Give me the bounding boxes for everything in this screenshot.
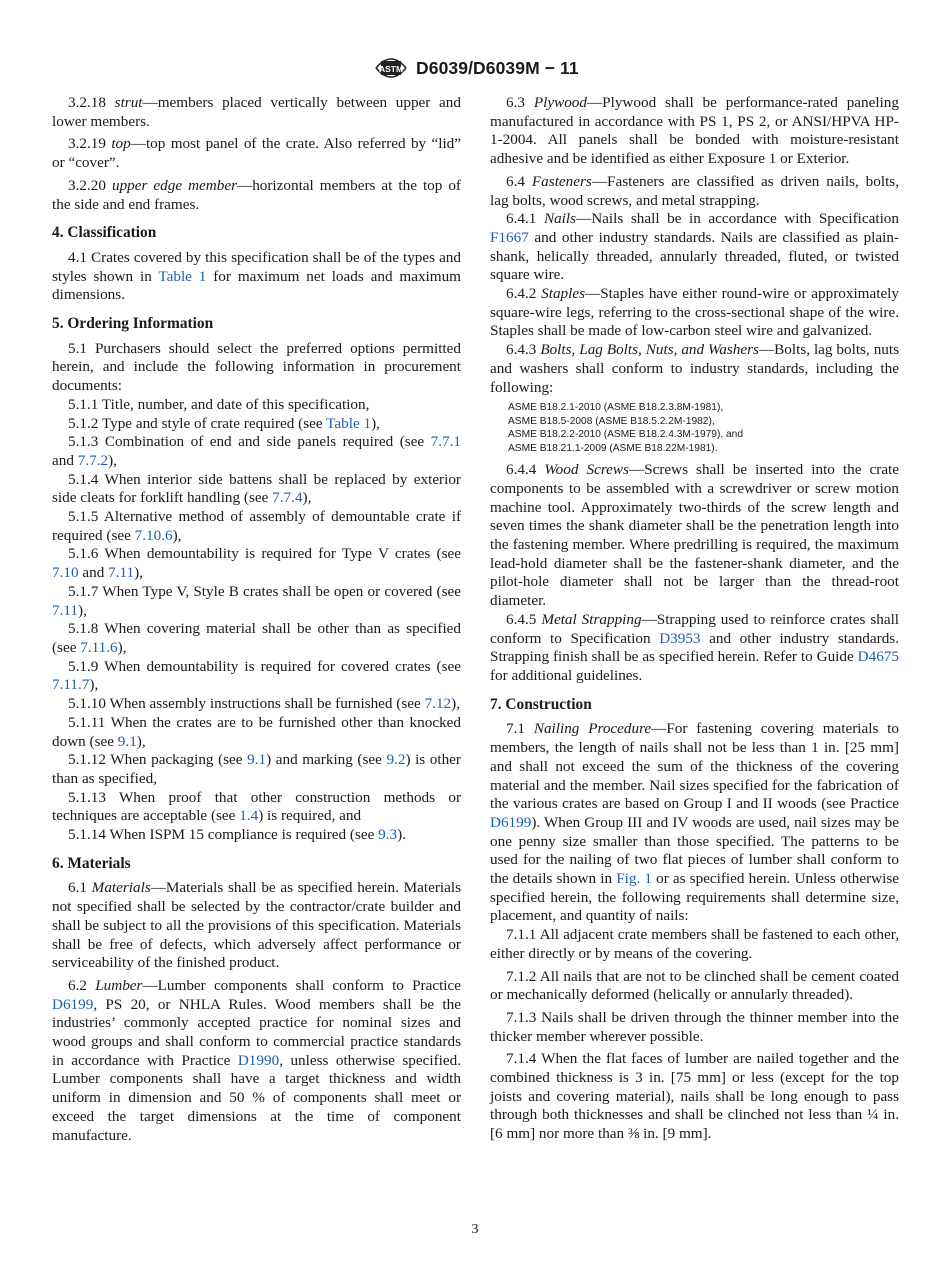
reference-item: ASME B18.2.2-2010 (ASME B18.2.4.3M-1979), and [508, 429, 744, 441]
section-6-1: 6.1 Materials—Materials shall be as specified herein. Materials not specified shall be selected by the contractor/crate builder and shall be subject to all the provisions of this specification. Materials shall be free of defects, which adversely affect performance or serviceability of the finished product. [52, 879, 461, 972]
heading-construction: 7. Construction [490, 695, 592, 713]
asme-reference-list [508, 401, 899, 455]
link-d6199[interactable]: D6199 [490, 813, 532, 831]
section-6-4-2: 6.4.2 Staples—Staples have either round-wire or approximately square-wire legs, referring to the cross-sectional shape of the wire. Staples shall be made of low-carbon steel wire and galvanized. [490, 285, 899, 340]
section-5-1-11: 5.1.11 When the crates are to be furnished other than knocked down (see 9.1), [52, 713, 461, 750]
link-9-1[interactable]: 9.1 [247, 751, 267, 769]
section-3-2-19: 3.2.19 top—top most panel of the crate. Also referred by “lid” or “cover”. [52, 135, 462, 172]
link-7-7-1[interactable]: 7.7.1 [430, 433, 461, 451]
link-7-10[interactable]: 7.10 [52, 564, 79, 582]
section-3-2-18: 3.2.18 strut—members placed vertically between upper and lower members. [52, 94, 461, 130]
link-d3953[interactable]: D3953 [659, 629, 701, 647]
page-header [0, 52, 950, 86]
section-3-2-20: 3.2.20 upper edge member—horizontal members at the top of the side and end frames. [52, 176, 461, 213]
section-5-1-5: 5.1.5 Alternative method of assembly of demountable crate if required (see 7.10.6), [52, 508, 461, 544]
section-5-1-13: 5.1.13 When proof that other construction methods or techniques are acceptable (see 1.4) is required, and [52, 788, 461, 825]
heading-materials: 6. Materials [52, 854, 131, 872]
right-column [490, 94, 899, 1144]
section-6-4-5: 6.4.5 Metal Strapping—Strapping used to reinforce crates shall conform to Specification D3953 and other industry standards. Strapping finish shall be as specified herein. Refer to Guide D4675 for additional guidelines. [490, 610, 900, 684]
link-9-1[interactable]: 9.1 [117, 732, 137, 750]
link-table-1[interactable]: Table 1 [326, 414, 372, 432]
section-5-1-1: 5.1.1 Title, number, and date of this specification, [68, 395, 370, 413]
section-5-1-9: 5.1.9 When demountability is required for covered crates (see 7.11.7), [52, 657, 461, 694]
section-7-1-2: 7.1.2 All nails that are not to be clinched shall be cement coated or mechanically deformed (helically or annularly threaded). [490, 967, 899, 1004]
section-6-2: 6.2 Lumber—Lumber components shall conform to Practice D6199, PS 20, or NHLA Rules. Wood members shall be the industries’ commonly accepted practice for nominal sizes and wood groups and shall conform to commercial practice standards in accordance with Practice D1990, unless otherwise specified. Lumber components shall have a target thickness and width uniform in dimension and 50 % of components shall meet or exceed the target dimensions at the time of component manufacture. [52, 976, 462, 1144]
section-4-1: 4.1 Crates covered by this specification shall be of the types and styles shown in Table 1 for maximum net loads and maximum dimensions. [52, 248, 461, 304]
section-5-1-12: 5.1.12 When packaging (see 9.1) and marking (see 9.2) is other than as specified, [52, 751, 461, 787]
section-5-1-6: 5.1.6 When demountability is required for Type V crates (see 7.10 and 7.11), [52, 545, 461, 582]
section-7-1-3: 7.1.3 Nails shall be driven through the thinner member into the thicker member wherever possible. [490, 1008, 899, 1045]
section-7-1: 7.1 Nailing Procedure—For fastening covering materials to members, the length of nails shall not be less than 1 in. [25 mm] and shall not exceed the sum of the thickness of the covering material and the member. Nail sizes specified for the fabrication of the various crates are based on Group I and II woods (see Practice D6199). When Group III and IV woods are used, nail sizes may be one penny size smaller than those specified. The patterns to be used for the nailing of two flat pieces of lumber shall conform to the details shown in Fig. 1 or as specified herein. Unless otherwise specified herein, the following requirements shall determine size, placement, and quantity of nails: [490, 720, 899, 925]
section-6-4-3: 6.4.3 Bolts, Lag Bolts, Nuts, and Washers—Bolts, lag bolts, nuts and washers shall conform to industry standards, including the following: [490, 341, 900, 396]
document-designation: D6039/D6039M − 11 [416, 58, 579, 78]
link-1-4[interactable]: 1.4 [239, 807, 259, 825]
link-fig-1[interactable]: Fig. 1 [616, 870, 652, 888]
section-5-1-3: 5.1.3 Combination of end and side panels required (see 7.7.1 and 7.7.2), [52, 433, 461, 469]
section-5-1-14: 5.1.14 When ISPM 15 compliance is required (see 9.3). [68, 826, 406, 844]
left-column [52, 94, 461, 1145]
section-6-4-4: 6.4.4 Wood Screws—Screws shall be inserted into the crate components to be assembled with a screwdriver or screw motion machine tool. Approximately two-thirds of the screw length and seven times the shank diameter shall be the penetration length into the fastening member. Where predrilling is required, the maximum lead-hold diameter shall be the fastener-shank diameter, and the pilot-hole diameter shall not be larger than the thread-root diameter. [490, 461, 900, 610]
section-5-1-4: 5.1.4 When interior side battens shall be replaced by exterior side cleats for forklift handling (see 7.7.4), [52, 470, 461, 507]
astm-logo-icon [372, 52, 410, 84]
section-6-4-1: 6.4.1 Nails—Nails shall be in accordance with Specification F1667 and other industry standards. Nails are classified as plain-shank, helically threaded, annularly threaded, fluted, or twisted square wire. [490, 210, 899, 284]
reference-item: ASME B18.5-2008 (ASME B18.5.2.2M-1982), [508, 415, 715, 427]
link-7-7-4[interactable]: 7.7.4 [272, 489, 303, 507]
section-5-1: 5.1 Purchasers should select the preferred options permitted herein, and include the following information in procurement documents: [52, 339, 461, 395]
link-9-2[interactable]: 9.2 [386, 751, 406, 769]
link-7-7-2[interactable]: 7.7.2 [77, 451, 109, 469]
section-6-3: 6.3 Plywood—Plywood shall be performance-rated paneling manufactured in accordance with PS 1, PS 2, or ANSI/HPVA HP-1-2004. All panels shall be bonded with moisture-resistant adhesive and be identified as either Exposure 1 or Exterior. [490, 94, 899, 168]
section-5-1-8: 5.1.8 When covering material shall be other than as specified (see 7.11.6), [52, 620, 461, 656]
heading-ordering-information: 5. Ordering Information [52, 315, 214, 333]
reference-item: ASME B18.2.1-2010 (ASME B18.2.3.8M-1981), [508, 402, 724, 414]
link-d4675[interactable]: D4675 [857, 648, 899, 666]
link-7-11-7[interactable]: 7.11.7 [52, 676, 90, 694]
link-7-11-6[interactable]: 7.11.6 [80, 638, 118, 656]
link-d1990[interactable]: D1990 [237, 1051, 280, 1069]
link-7-11[interactable]: 7.11 [52, 601, 79, 619]
link-7-10-6[interactable]: 7.10.6 [134, 526, 173, 544]
link-f1667[interactable]: F1667 [490, 228, 529, 246]
section-6-4: 6.4 Fasteners—Fasteners are classified as driven nails, bolts, lag bolts, wood screws, and metal strapping. [490, 172, 899, 209]
section-7-1-1: 7.1.1 All adjacent crate members shall be fastened to each other, either directly or by means of the covering. [490, 926, 899, 962]
reference-item: ASME B18.21.1-2009 (ASME B18.22M-1981). [508, 442, 718, 454]
section-7-1-4: 7.1.4 When the flat faces of lumber are nailed together and the combined thickness is 3 in. [75 mm] or less (except for the top joists and covering material), nails shall be long enough to pass through both thicknesses and shall be clinched not less than ¼ in. [6 mm] nor more than ⅜ in. [9 mm]. [490, 1050, 899, 1143]
section-5-1-10: 5.1.10 When assembly instructions shall be furnished (see 7.12), [68, 695, 460, 713]
link-7-12[interactable]: 7.12 [424, 695, 452, 713]
section-5-1-2: 5.1.2 Type and style of crate required (see Table 1), [68, 414, 380, 432]
link-9-3[interactable]: 9.3 [378, 826, 398, 844]
heading-classification: 4. Classification [52, 224, 157, 242]
link-d6199[interactable]: D6199 [52, 995, 94, 1013]
logo-text: ASTM [378, 64, 404, 74]
section-5-1-7: 5.1.7 When Type V, Style B crates shall be open or covered (see 7.11), [52, 582, 461, 619]
link-table-1[interactable]: Table 1 [158, 267, 207, 285]
link-7-11[interactable]: 7.11 [108, 564, 135, 582]
page-number: 3 [471, 1222, 479, 1237]
